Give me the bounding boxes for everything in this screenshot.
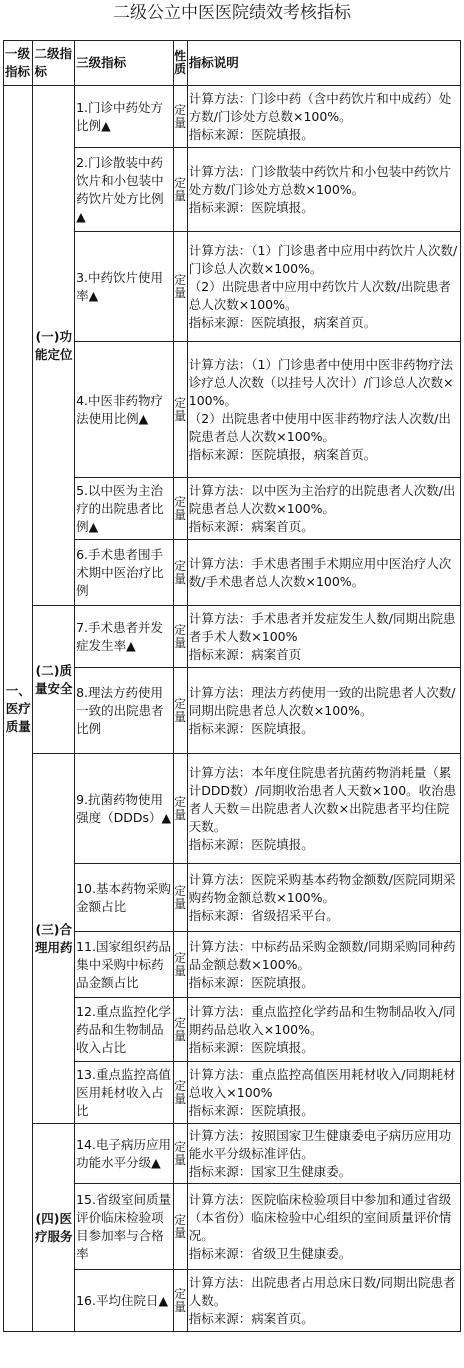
level2-cell: (二)质量安全 [33,606,75,754]
description-line: 指标来源：医院填报。 [188,1102,314,1118]
description-line: 指标来源：医院填报。 [188,720,314,736]
description-line: 指标来源：病案首页。 [188,518,314,534]
description-line: 计算方法：医院采购基本药物金额数/医院同期采购药物金额总数×100%。 [188,871,456,905]
description-cell [187,754,460,864]
description-cell [187,932,460,998]
table-row [4,1124,461,1184]
description-line: 计算方法：门诊中药（含中药饮片和中成药）处方数/门诊处方总数×100%。 [188,90,452,124]
level2-cell: (四)医疗服务 [33,1124,75,1332]
level3-indicator: 15.省级室间质量评价临床检验项目参加率与合格率 [75,1184,174,1270]
nature-cell: 定量 [173,1062,187,1124]
description-line: （2）出院患者中使用中医非药物疗法人次数/出院患者总人次数×100%。 [188,410,451,444]
description-line: 计算方法：（1）门诊患者中使用中医非药物疗法诊疗总人次数（以挂号人次计）/门诊总人次数×100%。 [188,356,454,408]
description-line: 计算方法：理法方药使用一致的出院患者人次数/同期出院患者总人次数×100%。 [188,684,456,718]
header-level1: 一级指标 [4,41,33,86]
nature-cell: 定量 [173,932,187,998]
description-cell [187,668,460,754]
table-row [4,606,461,668]
level3-indicator: 11.国家组织药品集中采购中标药品金额占比 [75,932,174,998]
description-cell [187,478,460,540]
level3-indicator: 14.电子病历应用功能水平分级▲ [75,1124,174,1184]
level1-cell: 一、医疗质量 [4,86,33,1332]
description-line: 计算方法：（1）门诊患者中应用中药饮片人次数/门诊总人次数×100%。 [188,242,458,276]
description-cell [187,342,460,478]
nature-cell: 定量 [173,86,187,148]
description-line: 指标来源：国家卫生健康委。 [188,1163,352,1179]
description-cell [187,86,460,148]
description-line: 指标来源：医院填报。 [188,836,314,852]
level3-indicator: 5.以中医为主治疗的出院患者比例▲ [75,478,174,540]
table-row [4,86,461,148]
nature-cell: 定量 [173,606,187,668]
description-line: 计算方法：本年度住院患者抗菌药物消耗量（累计DDD数）/同期收治患者人天数×100。收治患者人天数＝出院患者人次数×出院患者平均住院天数。 [188,764,457,834]
description-line: 指标来源：医院填报。 [188,199,314,215]
level3-indicator: 10.基本药物采购金额占比 [75,864,174,932]
level3-indicator: 3.中药饮片使用率▲ [75,232,174,342]
description-line: 计算方法：门诊散装中药饮片和小包装中药饮片处方数/门诊处方总数×100%。 [188,163,452,197]
nature-cell: 定量 [173,1184,187,1270]
description-line: 计算方法：重点监控化学药品和生物制品收入/同期药品总收入×100%。 [188,1003,456,1037]
description-line: 计算方法：手术患者围手术期应用中医治疗人次数/手术患者总人次数×100%。 [188,555,452,589]
level3-indicator: 9.抗菌药物使用强度（DDDs）▲ [75,754,174,864]
table-header [4,41,461,86]
description-line: 指标来源：省级卫生健康委。 [188,1245,352,1261]
description-line: 指标来源：医院填报。 [188,1039,314,1055]
header-nature: 性质 [173,41,187,86]
nature-cell: 定量 [173,754,187,864]
description-line: 指标来源：病案首页 [188,646,302,662]
description-cell [187,864,460,932]
description-line: （2）出院患者中应用中药饮片人次数/出院患者总人次数×100%。 [188,278,451,312]
description-line: 计算方法：按照国家卫生健康委电子病历应用功能水平分级标准评估。 [188,1127,452,1161]
description-cell [187,540,460,606]
nature-cell: 定量 [173,1124,187,1184]
nature-cell: 定量 [173,478,187,540]
level2-cell: (三)合理用药 [33,754,75,1124]
description-line: 指标来源：医院填报。 [188,974,314,990]
description-cell [187,148,460,232]
page-title: 二级公立中医医院绩效考核指标 [113,3,351,23]
nature-cell: 定量 [173,668,187,754]
nature-cell: 定量 [173,540,187,606]
header-level2: 二级指标 [33,41,75,86]
level3-indicator: 6.手术患者围手术期中医治疗比例 [75,540,174,606]
description-line: 计算方法：重点监控高值医用耗材收入/同期耗材总收入×100% [188,1066,456,1100]
description-line: 计算方法：出院患者占用总床日数/同期出院患者人数。 [188,1274,456,1308]
nature-cell: 定量 [173,232,187,342]
description-line: 计算方法：以中医为主治疗的出院患者人次数/出院患者总人次数×100%。 [188,482,456,516]
level3-indicator: 13.重点监控高值医用耗材收入占比 [75,1062,174,1124]
level3-indicator: 7.手术患者并发症发生率▲ [75,606,174,668]
nature-cell: 定量 [173,148,187,232]
description-cell [187,232,460,342]
description-line: 计算方法：中标药品采购金额数/同期采购同种药品金额总数×100%。 [188,938,456,972]
description-line: 指标来源：医院填报，病案首页。 [188,314,377,330]
level3-indicator: 1.门诊中药处方比例▲ [75,86,174,148]
description-line: 指标来源：省级招采平台。 [188,907,339,923]
level3-indicator: 8.理法方药使用一致的出院患者比例 [75,668,174,754]
description-line: 计算方法：手术患者并发症发生人数/同期出院患者手术人数×100% [188,610,456,644]
nature-cell: 定量 [173,998,187,1062]
description-cell [187,1184,460,1270]
nature-cell: 定量 [173,864,187,932]
description-cell [187,1270,460,1332]
description-cell [187,1062,460,1124]
description-cell [187,606,460,668]
description-line: 指标来源：医院填报，病案首页。 [188,446,377,462]
level3-indicator: 12.重点监控化学药品和生物制品收入占比 [75,998,174,1062]
level3-indicator: 2.门诊散装中药饮片和小包装中药饮片处方比例▲ [75,148,174,232]
description-line: 指标来源：病案首页。 [188,1310,314,1326]
level2-cell: (一)功能定位 [33,86,75,606]
level3-indicator: 4.中医非药物疗法使用比例▲ [75,342,174,478]
description-cell [187,998,460,1062]
nature-cell: 定量 [173,342,187,478]
nature-cell: 定量 [173,1270,187,1332]
description-cell [187,1124,460,1184]
header-desc: 指标说明 [187,41,460,86]
header-level3: 三级指标 [75,41,174,86]
table-row [4,754,461,864]
level3-indicator: 16.平均住院日▲ [75,1270,174,1332]
indicator-table [3,40,461,1332]
description-line: 指标来源：医院填报。 [188,126,314,142]
description-line: 计算方法：医院临床检验项目中参加和通过省级（本省份）临床检验中心组织的室间质量评价情况。 [188,1191,452,1243]
